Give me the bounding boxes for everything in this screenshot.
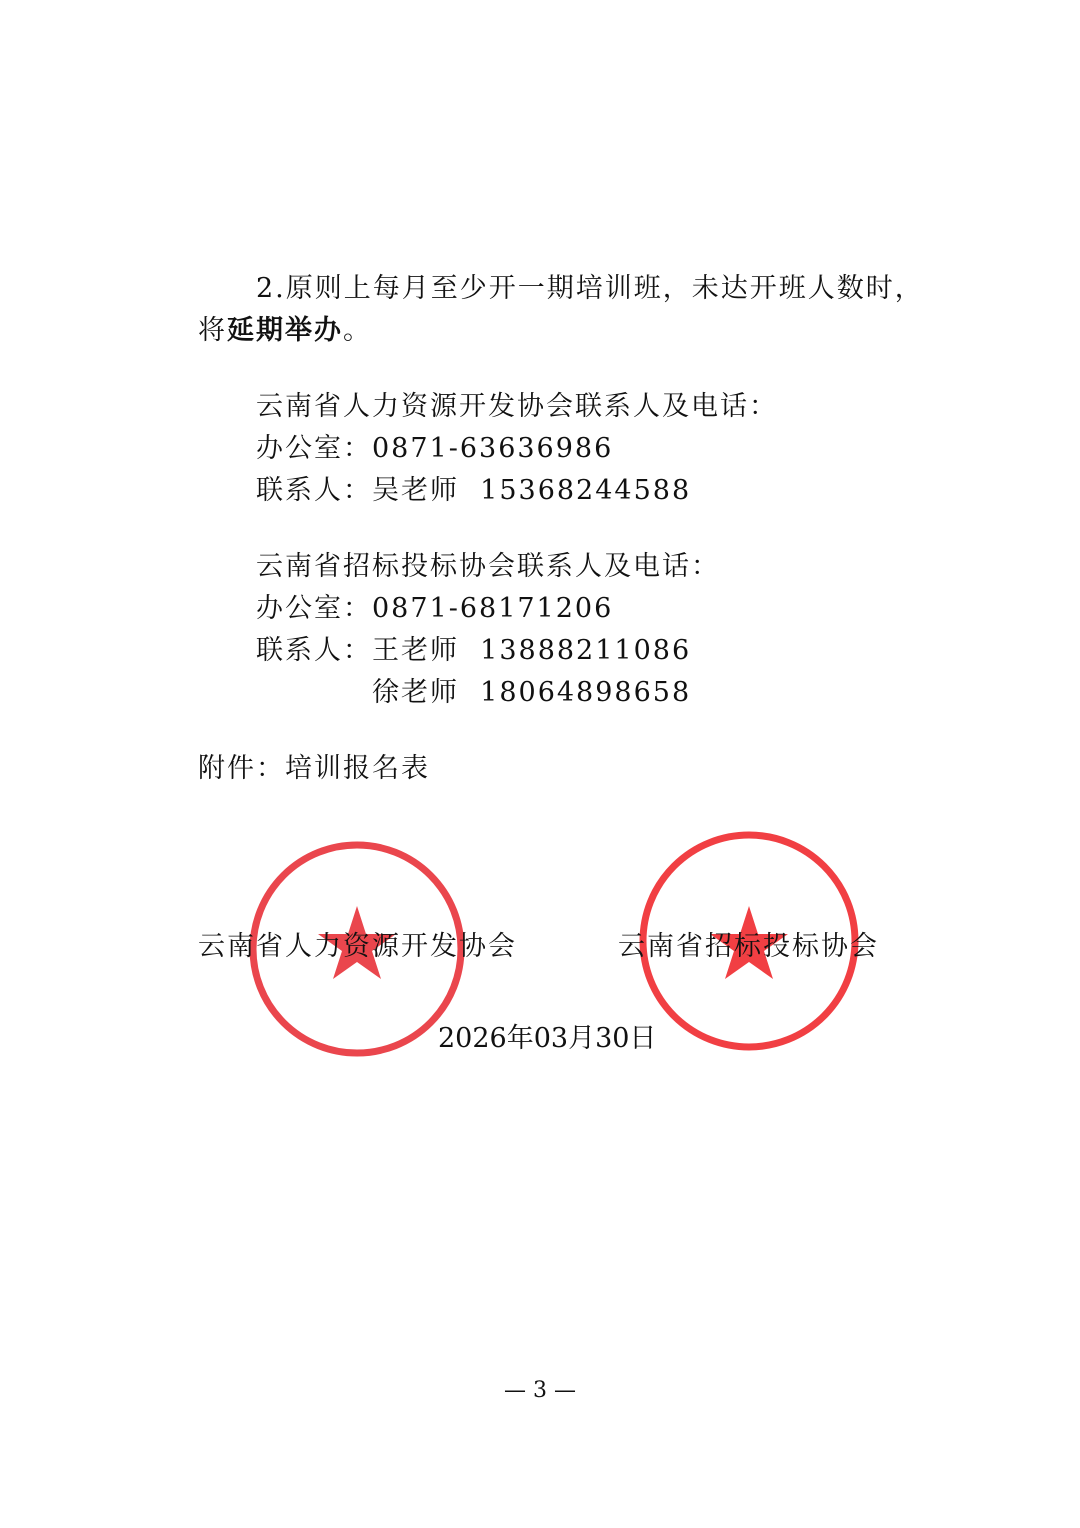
paragraph-2-line-1: 2.原则上每月至少开一期培训班，未达开班人数时， (256, 273, 924, 304)
contact2-person1: 联系人：王老师 13888211086 (256, 635, 692, 666)
contact1-heading: 云南省人力资源开发协会联系人及电话： (256, 391, 778, 422)
contact1-office: 办公室：0871-63636986 (256, 433, 614, 464)
signature-date: 2026年03月30日 (438, 1023, 657, 1054)
page-number: — 3 — (504, 1378, 576, 1403)
signature-org-hr: 云南省人力资源开发协会 (198, 931, 517, 962)
signature-org-bidding: 云南省招标投标协会 (618, 931, 879, 962)
bold-text: 延期举办 (227, 315, 343, 346)
contact2-person2: 徐老师 18064898658 (372, 677, 692, 708)
contact2-heading: 云南省招标投标协会联系人及电话： (256, 551, 720, 582)
attachment-note: 附件：培训报名表 (198, 753, 430, 784)
text: 。 (343, 315, 372, 346)
paragraph-2-line-2 (198, 308, 372, 347)
contact2-office: 办公室：0871-68171206 (256, 593, 614, 624)
contact1-person: 联系人：吴老师 15368244588 (256, 475, 692, 506)
text: 将 (198, 315, 227, 346)
